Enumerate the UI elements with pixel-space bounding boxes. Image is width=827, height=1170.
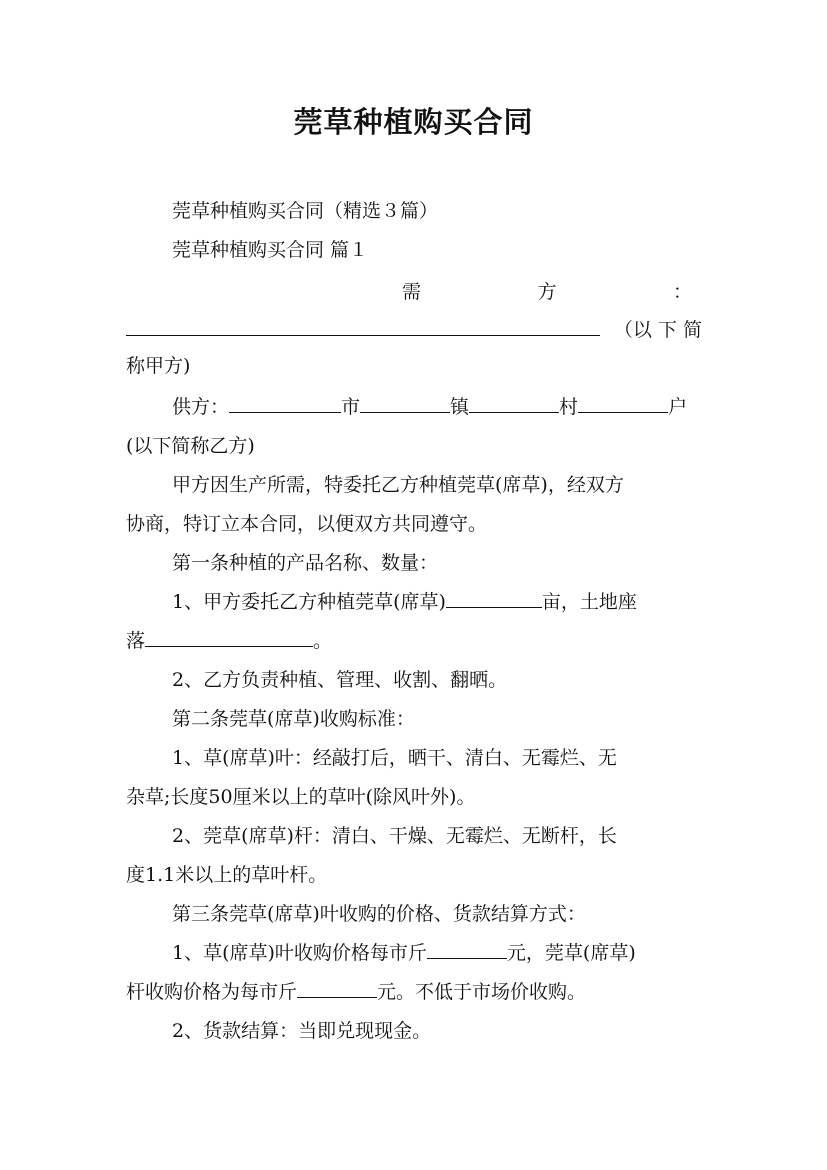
- abbrev-party-b: (以下简称乙方): [126, 435, 255, 457]
- household-blank: [578, 394, 668, 413]
- clause-line: [126, 979, 702, 1005]
- city-label: 市: [341, 396, 361, 418]
- clause-text: 1、草(席草)叶收购价格每市斤: [172, 942, 427, 964]
- village-label: 村: [559, 396, 579, 418]
- town-blank: [360, 394, 450, 413]
- demand-char-1: 需: [402, 281, 422, 303]
- clause-text: 落: [126, 630, 146, 652]
- clause-text: 亩，土地座: [541, 591, 637, 613]
- clause-line: 度1.1米以上的草叶杆。: [126, 864, 328, 886]
- clause-text: 元，莞草(席草): [506, 942, 636, 964]
- clause-line: 杂草;长度50厘米以上的草叶(除风叶外)。: [126, 786, 476, 808]
- clause-text: 元。不低于市场价收购。: [377, 981, 587, 1003]
- leaf-price-blank: [427, 940, 507, 959]
- demand-party-blank: [126, 317, 600, 336]
- section-heading: 莞草种植购买合同 篇１: [172, 239, 369, 261]
- clause-line: 2、货款结算：当即兑现现金。: [172, 1020, 432, 1042]
- location-blank: [145, 628, 313, 647]
- demand-char-3: ：: [672, 281, 692, 303]
- clause-line: 2、莞草(席草)杆：清白、干燥、无霉烂、无断杆，长: [172, 825, 617, 847]
- article-3-heading: 第三条莞草(席草)叶收购的价格、货款结算方式：: [172, 903, 586, 925]
- clause-text: 1、甲方委托乙方种植莞草(席草): [172, 591, 446, 613]
- clause-line: [172, 940, 702, 966]
- acreage-blank: [446, 589, 542, 608]
- clause-line: 1、草(席草)叶：经敲打后，晒干、清白、无霉烂、无: [172, 747, 617, 769]
- demand-party-label: [402, 279, 692, 305]
- abbrev-text: （以 下 简: [613, 319, 702, 341]
- clause-text: 杆收购价格为每市斤: [126, 981, 298, 1003]
- city-blank: [229, 394, 341, 413]
- abbrev-party-a: 称甲方): [126, 355, 191, 377]
- article-1-heading: 第一条种植的产品名称、数量：: [172, 552, 439, 574]
- paragraph-line: 协商，特订立本合同，以便双方共同遵守。: [126, 513, 488, 535]
- household-label: 户: [668, 396, 688, 418]
- town-label: 镇: [450, 396, 470, 418]
- demand-party-blank-line: [126, 317, 702, 343]
- clause-line: [172, 589, 702, 615]
- subtitle-line: 莞草种植购买合同（精选３篇）: [172, 200, 439, 222]
- stem-price-blank: [297, 979, 377, 998]
- demand-char-2: 方: [537, 281, 557, 303]
- paragraph-line: 甲方因生产所需，特委托乙方种植莞草(席草)，经双方: [172, 474, 624, 496]
- village-blank: [469, 394, 559, 413]
- supply-party-line: [172, 394, 702, 420]
- clause-text: 。: [313, 630, 333, 652]
- page-title: 莞草种植购买合同: [293, 105, 534, 139]
- clause-line: [126, 628, 702, 654]
- clause-line: 2、乙方负责种植、管理、收割、翻晒。: [172, 669, 508, 691]
- supply-label: 供方：: [172, 396, 230, 418]
- article-2-heading: 第二条莞草(席草)收购标准：: [172, 708, 415, 730]
